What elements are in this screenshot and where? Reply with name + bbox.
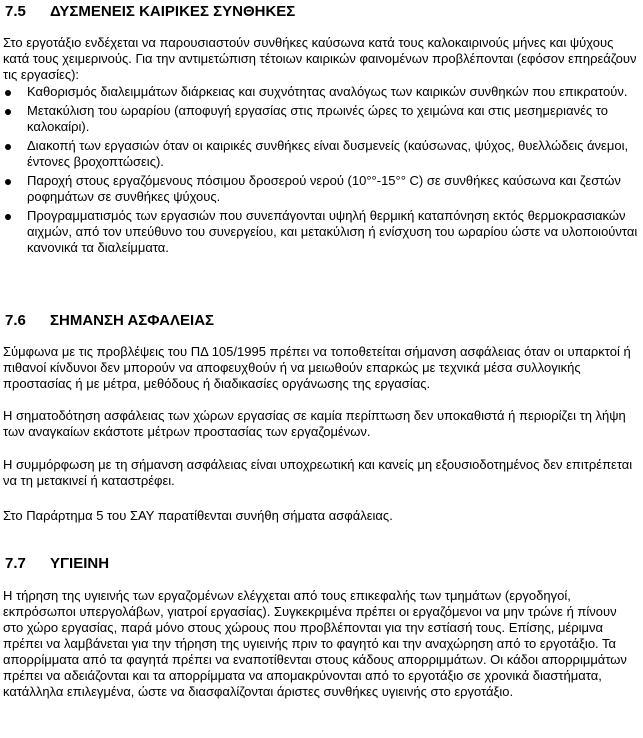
bullet-icon	[5, 90, 11, 96]
paragraph: Η συμμόρφωση με τη σήμανση ασφάλειας είναι υποχρεωτική και κανείς μη εξουσιοδοτημένος δεν επιτρέπεται να τη μετακινεί ή καταστρέφει.	[3, 457, 633, 488]
list-item	[3, 103, 639, 135]
section-number: 7.7	[5, 555, 26, 572]
list-item	[3, 138, 639, 170]
section-number: 7.6	[5, 312, 26, 329]
list-item-text: Προγραμματισμός των εργασιών που συνεπάγονται υψηλή θερμική καταπόνηση εκτός θερμοκρασιακών αιχμών, από τον υπεύθυνο του συνεργείου, και μετακύλιση ή ενίσχυση του ωραρίου ώστε να υλοποιούνται κανονικά τα διαλείμματα.	[27, 208, 638, 255]
paragraph: Σύμφωνα με τις προβλέψεις του ΠΔ 105/1995 πρέπει να τοποθετείται σήμανση ασφάλειας όταν οι υπαρκτοί ή πιθανοί κίνδυνοι δεν μπορούν να αποφευχθούν ή να μειωθούν επαρκώς με τεχνικά μέσα συλλογικής προστασίας ή με μέτρα, μεθόδους ή διαδικασίες οργάνωσης της εργασίας.	[3, 344, 631, 391]
section-heading-7-7	[5, 555, 109, 573]
section-title: ΔΥΣΜΕΝΕΙΣ ΚΑΙΡΙΚΕΣ ΣΥΝΘΗΚΕΣ	[50, 3, 296, 20]
paragraph: Η τήρηση της υγιεινής των εργαζομένων ελέγχεται από τους επικεφαλής των τμημάτων (εργοδηγοί, εκπρόσωποι υπεργολάβων, γιατροί εργασίας). Συγκεκριμένα πρέπει οι εργαζόμενοι να μην τρώνε ή πίνουν στο χώρο εργασίας, παρά μόνο στους χώρους που προβλέπονται για την εστίασή τους. Επίσης, μέριμνα πρέπει να λαμβάνεται για την τήρηση της υγιεινής πριν το φαγητό και την αναχώρηση από το εργοτάξιο. Τα απορρίμματα από τα φαγητά πρέπει να εναποτίθενται στους κάδους απορριμμάτων. Οι κάδοι απορριμμάτων πρέπει να αδειάζονται και τα απορρίμματα να απομακρύνονται από το εργοτάξιο σε χρονικά διαστήματα, κατάλληλα επιλεγμένα, ώστε να διασφαλίζονται άριστες συνθήκες υγιεινής στο εργοτάξιο.	[3, 588, 627, 699]
section-title: ΥΓΙΕΙΝΗ	[50, 555, 110, 572]
list-item-text: Παροχή στους εργαζόμενους πόσιμου δροσερού νερού (10°°-15°° C) σε συνθήκες καύσωνα και ζεστών ροφημάτων σε συνθήκες ψύχους.	[27, 173, 621, 204]
bullet-icon	[5, 179, 11, 185]
bullet-icon	[5, 214, 11, 220]
section-intro-paragraph: Στο εργοτάξιο ενδέχεται να παρουσιαστούν συνθήκες καύσωνα κατά τους καλοκαιρινούς μήνες και ψύχους κατά τους χειμερινούς. Για την αντιμετώπιση τέτοιων καιρικών φαινομένων προβλέπονται (εφόσον επηρεάζουν τις εργασίες):	[3, 35, 637, 82]
section-heading-7-5	[5, 3, 295, 21]
list-item-text: Καθορισμός διαλειμμάτων διάρκειας και συχνότητας αναλόγως των καιρικών συνθηκών που επικρατούν.	[27, 84, 628, 99]
list-item	[3, 84, 639, 100]
list-item	[3, 208, 639, 256]
list-item-text: Διακοπή των εργασιών όταν οι καιρικές συνθήκες είναι δυσμενείς (καύσωνας, ψύχος, θυελλώδεις άνεμοι, έντονες βροχοπτώσεις).	[27, 138, 629, 169]
list-item-text: Μετακύλιση του ωραρίου (αποφυγή εργασίας στις πρωινές ώρες το χειμώνα και στις μεσημεριανές το καλοκαίρι).	[27, 103, 608, 134]
section-heading-7-6	[5, 312, 214, 330]
bullet-icon	[5, 144, 11, 150]
section-title: ΣΗΜΑΝΣΗ ΑΣΦΑΛΕΙΑΣ	[50, 312, 215, 329]
list-item	[3, 173, 639, 205]
weather-measures-list	[3, 84, 639, 259]
section-number: 7.5	[5, 3, 26, 20]
paragraph: Στο Παράρτημα 5 του ΣΑΥ παρατίθενται συνήθη σήματα ασφάλειας.	[3, 508, 393, 523]
paragraph: Η σηματοδότηση ασφάλειας των χώρων εργασίας σε καμία περίπτωση δεν υποκαθιστά ή περιορίζει τη λήψη των αναγκαίων εκάστοτε μέτρων προστασίας των εργαζομένων.	[3, 408, 626, 439]
bullet-icon	[5, 109, 11, 115]
